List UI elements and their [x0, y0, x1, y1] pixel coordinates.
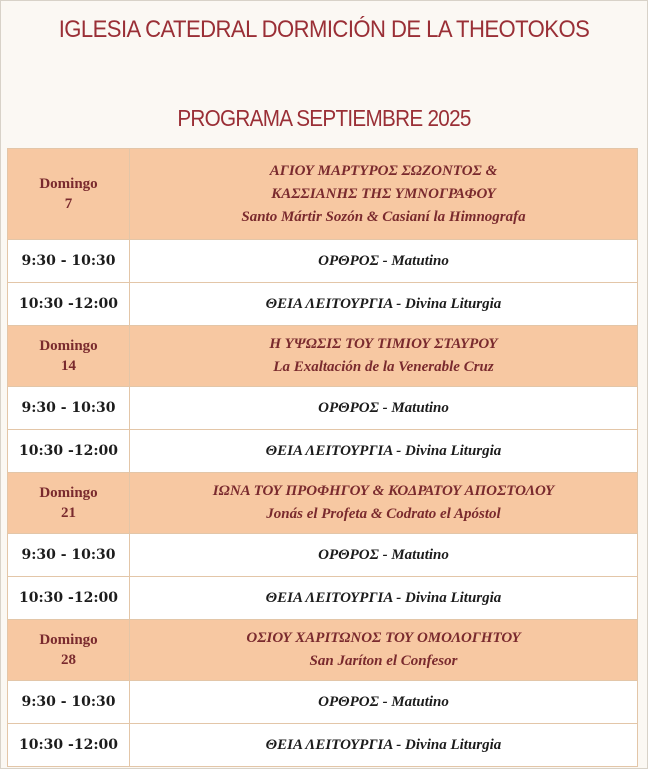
feast-spanish-line: La Exaltación de la Venerable Cruz [273, 359, 494, 375]
feast-cell [130, 326, 638, 387]
service-row [8, 681, 638, 724]
service-name: ΘΕΙΑ ΛΕΙΤΟΥΡΓΙΑ - Divina Liturgia [130, 283, 638, 326]
sunday-row [8, 473, 638, 534]
feast-greek-line: ΟΣΙΟΥ ΧΑΡΙΤΩΝΟΣ ΤΟΥ ΟΜΟΛΟΓΗΤΟΥ [246, 630, 521, 646]
day-number: 28 [61, 652, 76, 668]
day-number: 7 [64, 196, 73, 212]
service-name: ΟΡΘΡΟΣ - Matutino [130, 240, 638, 283]
feast-greek-line: ΙΩΝΑ ΤΟΥ ΠΡΟΦΗΓΟΥ & ΚΟΔΡΑΤΟΥ ΑΠΟΣΤΟΛΟΥ [212, 483, 555, 499]
sunday-row [8, 620, 638, 681]
day-label: Domingo [39, 485, 98, 501]
feast-cell [130, 620, 638, 681]
feast-cell [130, 473, 638, 534]
service-name: ΘΕΙΑ ΛΕΙΤΟΥΡΓΙΑ - Divina Liturgia [130, 430, 638, 473]
day-label: Domingo [39, 632, 98, 648]
service-time: 10:30 -12:00 [8, 283, 130, 326]
schedule-table [7, 148, 638, 767]
service-name: ΟΡΘΡΟΣ - Matutino [130, 681, 638, 724]
program-title: PROGRAMA SEPTIEMBRE 2025 [177, 105, 471, 131]
service-row [8, 577, 638, 620]
service-name: ΟΡΘΡΟΣ - Matutino [130, 534, 638, 577]
feast-greek-line: ΑΓΙΟΥ ΜΑΡΤΥΡΟΣ ΣΩΖΟΝΤΟΣ & [269, 162, 498, 179]
service-time: 10:30 -12:00 [8, 430, 130, 473]
service-time: 9:30 - 10:30 [8, 681, 130, 724]
feast-spanish-line: San Jaríton el Confesor [309, 653, 458, 669]
service-row [8, 387, 638, 430]
service-name: ΟΡΘΡΟΣ - Matutino [130, 387, 638, 430]
feast-spanish-line: Jonás el Profeta & Codrato el Apóstol [266, 506, 501, 522]
service-row [8, 240, 638, 283]
day-number: 14 [61, 358, 76, 374]
church-title: IGLESIA CATEDRAL DORMICIÓN DE LA THEOTOKOS [58, 16, 590, 43]
date-cell [8, 149, 130, 240]
service-name: ΘΕΙΑ ΛΕΙΤΟΥΡΓΙΑ - Divina Liturgia [130, 724, 638, 767]
feast-greek-line: Η ΥΨΩΣΙΣ ΤΟΥ ΤΙΜΙΟΥ ΣΤΑΥΡΟΥ [269, 336, 498, 352]
date-cell [8, 473, 130, 534]
day-label: Domingo [39, 176, 98, 192]
feast-greek-line: ΚΑΣΣΙΑΝΗΣ ΤΗΣ ΥΜΝΟΓΡΑΦΟΥ [271, 185, 496, 202]
service-time: 9:30 - 10:30 [8, 240, 130, 283]
service-row [8, 430, 638, 473]
day-number: 21 [61, 505, 76, 521]
date-cell [8, 620, 130, 681]
day-label: Domingo [39, 338, 98, 354]
sunday-row [8, 149, 638, 240]
service-row [8, 534, 638, 577]
service-time: 10:30 -12:00 [8, 724, 130, 767]
service-name: ΘΕΙΑ ΛΕΙΤΟΥΡΓΙΑ - Divina Liturgia [130, 577, 638, 620]
service-row [8, 283, 638, 326]
service-time: 9:30 - 10:30 [8, 534, 130, 577]
service-time: 10:30 -12:00 [8, 577, 130, 620]
sunday-row [8, 326, 638, 387]
feast-spanish-line: Santo Mártir Sozón & Casianí la Himnografa [241, 208, 526, 225]
date-cell [8, 326, 130, 387]
service-row [8, 724, 638, 767]
feast-cell [130, 149, 638, 240]
service-time: 9:30 - 10:30 [8, 387, 130, 430]
